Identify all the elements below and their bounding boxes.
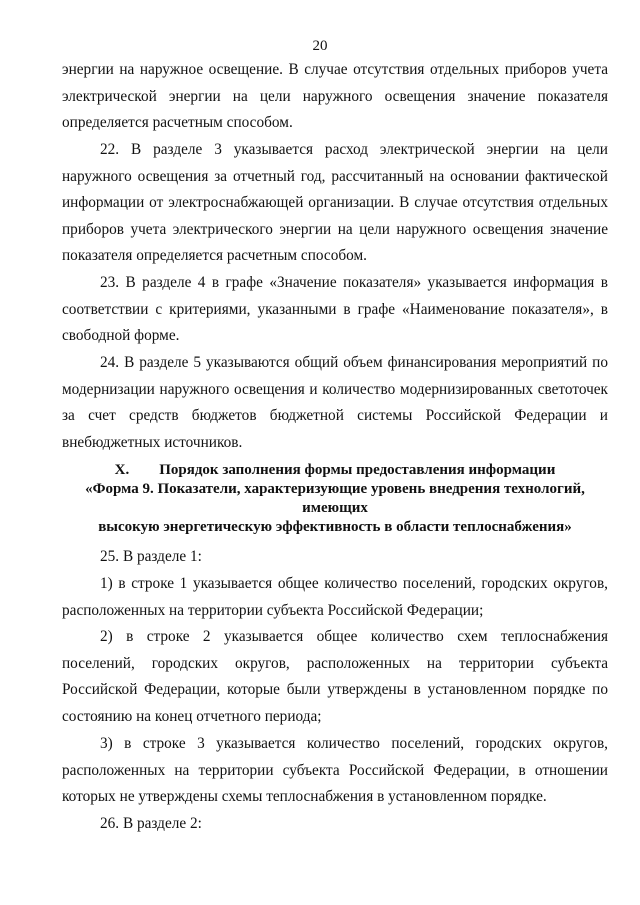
paragraph-25-item-1: 1) в строке 1 указывается общее количество поселений, городских округов, расположенных на территории субъекта Российской Федерации; xyxy=(62,575,608,619)
paragraph-22: 22. В разделе 3 указывается расход электрической энергии на цели наружного освещения за отчетный год, рассчитанный на основании фактической информации от электроснабжающей организации. В случае отсутствия отдельных приборов учета электрического энергии на цели наружного освещения значение показателя определяется расчетным способом. xyxy=(62,141,608,265)
section-heading-line-3: высокую энергетическую эффективность в области теплоснабжения» xyxy=(98,519,572,535)
paragraph-25-item-2: 2) в строке 2 указывается общее количество схем теплоснабжения поселений, городских округов, расположенных на территории субъекта Российской Федерации, которые были утверждены в установленном порядке по состоянию на конец отчетного периода; xyxy=(62,628,608,725)
paragraph-25-item-3: 3) в строке 3 указывается количество поселений, городских округов, расположенных на территории субъекта Российской Федерации, в отношении которых не утверждены схемы теплоснабжения в установленном порядке. xyxy=(62,735,608,806)
page-number: 20 xyxy=(312,38,328,54)
paragraph-continuation: энергии на наружное освещение. В случае отсутствия отдельных приборов учета электрической энергии на цели наружного освещения значение показателя определяется расчетным способом. xyxy=(62,61,608,132)
paragraph-26: 26. В разделе 2: xyxy=(100,815,202,832)
section-heading xyxy=(62,461,608,537)
paragraph-23: 23. В разделе 4 в графе «Значение показателя» указывается информация в соответствии с критериями, указанными в графе «Наименование показателя», в свободной форме. xyxy=(62,274,608,345)
section-heading-line-2: «Форма 9. Показатели, характеризующие уровень внедрения технологий, имеющих xyxy=(85,481,585,516)
paragraph-25: 25. В разделе 1: xyxy=(100,548,202,565)
section-heading-line-1: X. Порядок заполнения формы предоставления информации xyxy=(114,462,556,478)
paragraph-24: 24. В разделе 5 указываются общий объем финансирования мероприятий по модернизации наружного освещения и количество модернизированных светоточек за счет средств бюджетов бюджетной системы Российской Федерации и внебюджетных источников. xyxy=(62,354,608,451)
